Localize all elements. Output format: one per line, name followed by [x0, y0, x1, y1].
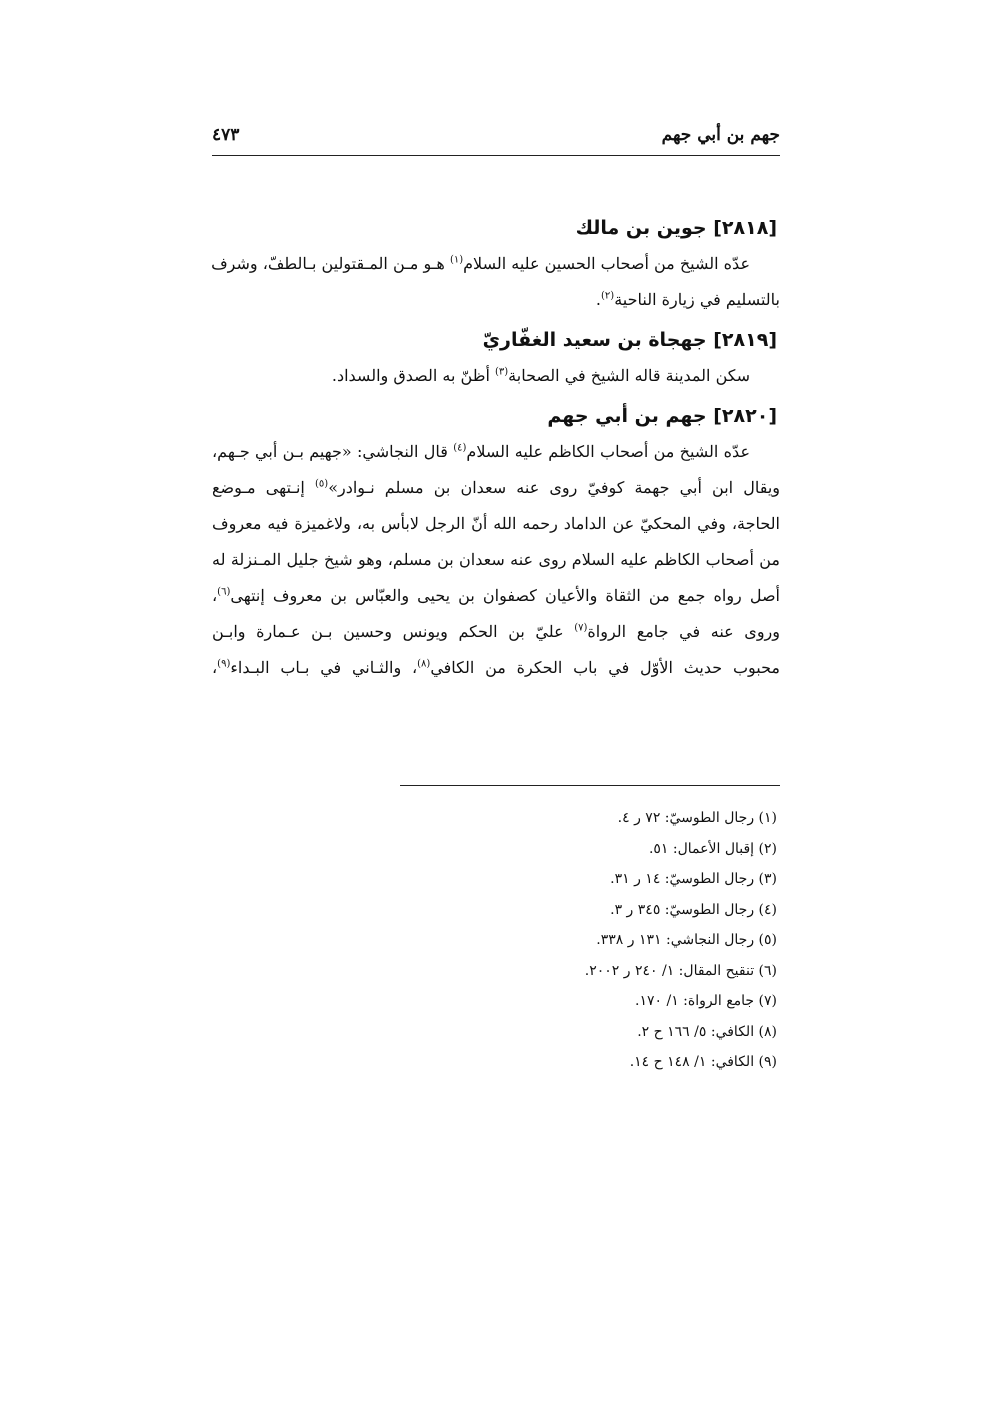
footnote-ref: (٢): [601, 290, 615, 302]
text-line: عدّه الشيخ من أصحاب الحسين عليه السلام$^{(١)}$ هـو مـن المـقتولين بـالطفّ، وشرف: [211, 254, 750, 273]
entry-2819: [212, 322, 780, 394]
text-line: أصل رواه جمع من الثقاة والأعيان كصفوان بن يحيى والعبّاس بن معروف إنتهى$^{(٦)}$،: [212, 586, 780, 605]
text-line: عدّه الشيخ من أصحاب الكاظم عليه السلام$^{(٤)}$ قال النجاشي: «جهيم بـن أبي جـهم،: [212, 442, 750, 461]
text-line: وروى عنه في جامع الرواة$^{(٧)}$ عليّ بن الحكم ويونس وحسين بـن عـمارة وابـن: [212, 622, 780, 641]
footnote-ref: (٥): [315, 478, 329, 490]
text-line: ويقال ابن أبي جهمة كوفيّ روى عنه سعدان بن مسلم نـوادر»$^{(٥)}$ إنـتهى مـوضع: [212, 478, 781, 497]
text-line: من أصحاب الكاظم عليه السلام روى عنه سعدان بن مسلم، وهو شيخ جليل المـنزلة له: [212, 550, 780, 569]
footnote-ref: (٩): [217, 658, 231, 670]
entry-title: [٢٨١٨] جوين بن مالك: [575, 217, 777, 239]
text-line: بالتسليم في زيارة الناحية$^{(٢)}$.: [595, 290, 780, 309]
entry-2818: [212, 210, 780, 318]
entry-title: [٢٨٢٠] جهم بن أبي جهم: [547, 405, 777, 427]
footnote: (٢) إقبال الأعمال: ٥١.: [648, 840, 777, 857]
footnote: (٣) رجال الطوسيّ: ١٤ ر ٣١.: [610, 871, 777, 887]
main-text: [212, 210, 780, 686]
footnote-ref: (٨): [417, 658, 431, 670]
footnote: (٥) رجال النجاشي: ١٣١ ر ٣٣٨.: [596, 932, 777, 948]
page-header: [212, 125, 780, 156]
footnote-ref: (١): [449, 254, 464, 266]
footnote-ref: (٣): [494, 366, 509, 378]
footnote: (٨) الكافي: ٥/ ١٦٦ ح ٢.: [637, 1023, 777, 1040]
entry-2820: [212, 398, 780, 686]
footnote-ref: (٧): [574, 622, 588, 634]
footnote-ref: (٤): [453, 442, 467, 454]
footnote-separator: [400, 785, 780, 786]
page-number: ٤٧٣: [212, 125, 240, 145]
running-title: جهم بن أبي جهم: [661, 125, 780, 145]
text-line: الحاجة، وفي المحكيّ عن الداماد رحمه الله أنّ الرجل لابأس به، ولاغميزة فيه معروف: [212, 514, 780, 533]
footnote: (٩) الكافي: ١/ ١٤٨ ح ١٤.: [629, 1054, 777, 1070]
footnote: (٧) جامع الرواة: ١/ ١٧٠.: [635, 993, 777, 1009]
footnote: (١) رجال الطوسيّ: ٧٢ ر ٤.: [617, 810, 777, 826]
footnote: (٦) تنقيح المقال: ١/ ٢٤٠ ر ٢٠٠٢.: [584, 962, 777, 979]
footnote-ref: (٦): [217, 586, 231, 598]
entry-title: [٢٨١٩] جهجاة بن سعيد الغفّاريّ: [482, 329, 777, 351]
text-line: محبوب حديث الأوّل في باب الحكرة من الكافي$^{(٨)}$، والثـاني في بـاب البـداء$^{(٩)}$،: [212, 658, 781, 677]
footnote: (٤) رجال الطوسيّ: ٣٤٥ ر ٣.: [610, 901, 777, 918]
footnotes: [212, 803, 780, 1078]
text-line: سكن المدينة قاله الشيخ في الصحابة$^{(٣)}$ أظنّ به الصدق والسداد.: [331, 366, 750, 385]
